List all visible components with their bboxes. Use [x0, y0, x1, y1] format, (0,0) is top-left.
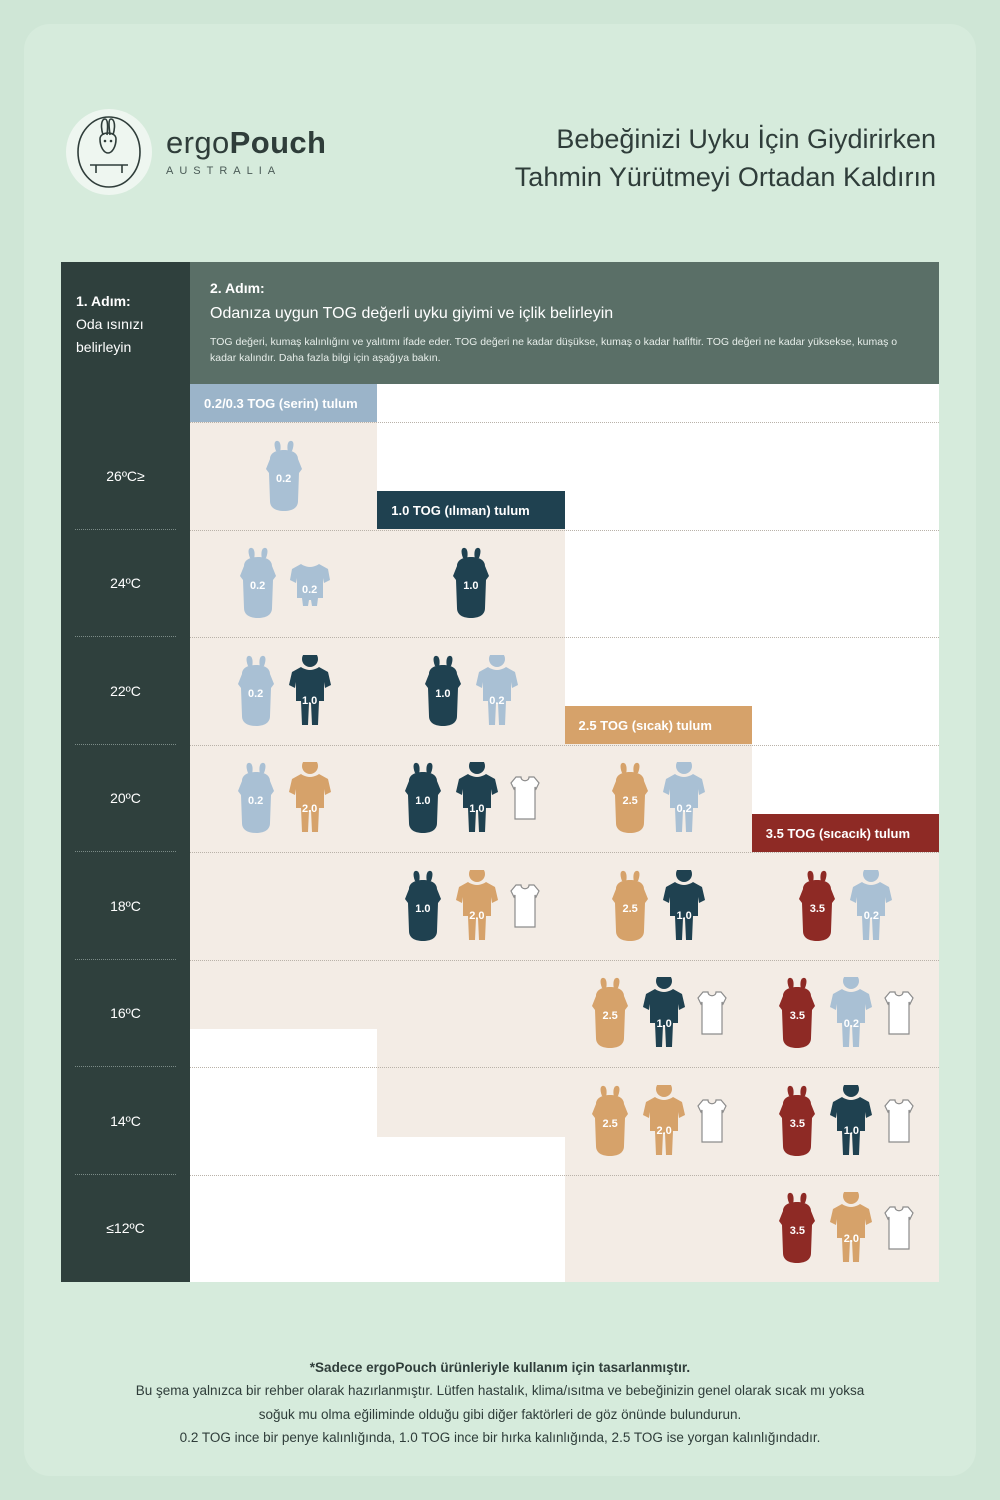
- tog-value-label: 1.0: [656, 1017, 672, 1030]
- grid-cell-r2-c0: [190, 637, 377, 745]
- tog-value-label: 0.2: [489, 695, 505, 708]
- sleepbag-icon: [587, 1084, 633, 1158]
- grid-cell-r1-c1: [377, 530, 564, 638]
- footer-line-2: Bu şema yalnızca bir rehber olarak hazırlanmıştır. Lütfen hastalık, klima/ısıtma ve bebeğinizin genel olarak sıcak mı yoksa: [135, 1383, 865, 1399]
- brand-name-part1: ergo: [166, 125, 230, 160]
- tog-value-label: 2.5: [602, 1010, 618, 1023]
- grid-cell-r6-c1: [377, 1067, 564, 1175]
- tog-value-label: 2.5: [622, 795, 638, 808]
- grid-cell-r7-c0: [190, 1175, 377, 1283]
- tog-value-label: 1.0: [469, 802, 485, 815]
- grid-cell-r1-c2: [565, 530, 752, 638]
- footer: [24, 1356, 976, 1451]
- grid-cell-r5-c1: [377, 960, 564, 1068]
- sleepbag-icon: [261, 439, 307, 513]
- grid-cell-r1-c0: [190, 530, 377, 638]
- step2-subtitle: Odanıza uygun TOG değerli uyku giyimi ve içlik belirleyin: [210, 305, 614, 322]
- sleepbag-icon: [420, 654, 466, 728]
- tog-value-label: 3.5: [809, 902, 826, 915]
- step1-label: [76, 290, 144, 359]
- brand-subtitle: AUSTRALIA: [166, 165, 282, 177]
- infographic-card: [24, 24, 976, 1476]
- grid-cell-r7-c2: [565, 1175, 752, 1283]
- grid-cell-r2-c3: [752, 637, 939, 745]
- step1-line2: Oda ısınızı: [76, 316, 144, 333]
- sleepbag-icon: [794, 869, 840, 943]
- tog-value-label: 2.0: [469, 910, 485, 923]
- logo: [66, 109, 326, 195]
- tog-value-label: 0.2: [247, 687, 264, 700]
- tog-value-label: 0.2: [275, 472, 292, 485]
- grid-cell-r3-c0: [190, 745, 377, 853]
- sleepbag-icon: [235, 546, 281, 620]
- romper-icon: [639, 1085, 689, 1157]
- tog-value-label: 1.0: [676, 910, 692, 923]
- tog-value-label: 1.0: [843, 1125, 860, 1138]
- grid-cell-r6-c0: [190, 1067, 377, 1175]
- singlet-icon: [508, 773, 542, 823]
- tog-value-label: 2.0: [656, 1125, 672, 1138]
- brand-name: [166, 127, 326, 158]
- grid-cell-r2-c1: [377, 637, 564, 745]
- column-header-2: 2.5 TOG (sıcak) tulum: [565, 706, 752, 744]
- grid-cell-r7-c1: [377, 1175, 564, 1283]
- grid-cell-r3-c3: [752, 745, 939, 853]
- temp-row-6: 14ºC: [61, 1067, 190, 1175]
- grid-cell-r0-c0: [190, 422, 377, 530]
- footer-line-1: *Sadece ergoPouch ürünleriyle kullanım için tasarlanmıştır.: [309, 1359, 691, 1375]
- tog-value-label: 0.2: [843, 1017, 860, 1030]
- singlet-icon: [508, 881, 542, 931]
- grid-cell-r5-c0: [190, 960, 377, 1068]
- sleepbag-icon: [774, 1191, 820, 1265]
- romper-icon: [659, 762, 709, 834]
- tog-grid: [190, 384, 939, 1282]
- shortsuit-icon: [287, 558, 333, 608]
- grid-cell-r4-c1: [377, 852, 564, 960]
- romper-icon: [452, 762, 502, 834]
- sleepbag-icon: [400, 761, 446, 835]
- singlet-icon: [882, 988, 916, 1038]
- step1-column: [61, 262, 190, 1282]
- page-title-line2: Tahmin Yürütmeyi Ortadan Kaldırın: [514, 162, 936, 193]
- grid-cell-r0-c1: [377, 422, 564, 530]
- footer-line-4: 0.2 TOG ince bir penye kalınlığında, 1.0 TOG ince bir hırka kalınlığında, 2.5 TOG ise yorgan kalınlığındadır.: [179, 1430, 821, 1446]
- temp-row-3: 20ºC: [61, 745, 190, 853]
- sleepbag-icon: [233, 761, 279, 835]
- grid-cell-r4-c2: [565, 852, 752, 960]
- sleepbag-icon: [774, 976, 820, 1050]
- temp-row-2: 22ºC: [61, 637, 190, 745]
- romper-icon: [846, 870, 896, 942]
- header: [24, 24, 976, 256]
- footer-line-3: soğuk mu olma eğiliminde olduğu gibi diğer faktörleri de göz önünde bulundurun.: [258, 1406, 742, 1422]
- grid-cell-r6-c2: [565, 1067, 752, 1175]
- temp-row-1: 24ºC: [61, 530, 190, 638]
- romper-icon: [826, 977, 876, 1049]
- tog-value-label: 1.0: [301, 695, 318, 708]
- singlet-icon: [882, 1096, 916, 1146]
- sleepbag-icon: [233, 654, 279, 728]
- step2-note: TOG değeri, kumaş kalınlığını ve yalıtımı ifade eder. TOG değeri ne kadar düşükse, kumaş o kadar hafiftir. TOG değeri ne kadar yüksekse, kumaş o kadar kalındır. Daha fazla bilgi için aşağıya bakın.: [210, 336, 898, 365]
- step2-header: [190, 262, 939, 384]
- sleepbag-icon: [587, 976, 633, 1050]
- romper-icon: [826, 1085, 876, 1157]
- tog-value-label: 2.5: [622, 902, 638, 915]
- tog-value-label: 1.0: [415, 795, 431, 808]
- tog-value-label: 2.0: [843, 1232, 860, 1245]
- grid-cell-r0-c3: [752, 422, 939, 530]
- sleepbag-icon: [607, 761, 653, 835]
- grid-cell-r1-c3: [752, 530, 939, 638]
- page-title-line1: Bebeğinizi Uyku İçin Giydirirken: [556, 124, 936, 154]
- grid-cell-r4-c3: [752, 852, 939, 960]
- brand-name-part2: Pouch: [229, 125, 327, 160]
- grid-cell-r7-c3: [752, 1175, 939, 1283]
- tog-value-label: 2.5: [602, 1117, 618, 1130]
- sleepbag-icon: [607, 869, 653, 943]
- romper-icon: [826, 1192, 876, 1264]
- temp-row-0: 26ºC≥: [61, 422, 190, 530]
- romper-icon: [659, 870, 709, 942]
- column-header-3: 3.5 TOG (sıcacık) tulum: [752, 814, 939, 852]
- singlet-icon: [695, 988, 729, 1038]
- sleepbag-icon: [448, 546, 494, 620]
- temp-row-5: 16ºC: [61, 960, 190, 1068]
- tog-value-label: 1.0: [415, 902, 431, 915]
- step2-title: 2. Adım:: [210, 280, 265, 296]
- column-header-0: 0.2/0.3 TOG (serin) tulum: [190, 384, 377, 422]
- tog-value-label: 0.2: [863, 910, 880, 923]
- grid-cell-r2-c2: [565, 637, 752, 745]
- step1-line3: belirleyin: [76, 339, 132, 356]
- romper-icon: [639, 977, 689, 1049]
- tog-value-label: 1.0: [435, 687, 451, 700]
- column-header-1: 1.0 TOG (ılıman) tulum: [377, 491, 564, 529]
- temp-row-7: ≤12ºC: [106, 1220, 145, 1237]
- grid-cell-r3-c1: [377, 745, 564, 853]
- grid-cell-r6-c3: [752, 1067, 939, 1175]
- romper-icon: [472, 655, 522, 727]
- tog-chart: [61, 262, 939, 1282]
- page-title: [376, 120, 936, 197]
- tog-value-label: 3.5: [789, 1010, 806, 1023]
- tog-value-label: 3.5: [789, 1117, 806, 1130]
- tog-value-label: 3.5: [789, 1225, 806, 1238]
- bunny-logo-icon: [66, 109, 152, 195]
- grid-cell-r0-c2: [565, 422, 752, 530]
- tog-value-label: 0.2: [676, 802, 692, 815]
- tog-value-label: 2.0: [301, 802, 318, 815]
- temp-row-4: 18ºC: [61, 852, 190, 960]
- singlet-icon: [695, 1096, 729, 1146]
- grid-cell-r3-c2: [565, 745, 752, 853]
- grid-cell-r4-c0: [190, 852, 377, 960]
- romper-icon: [452, 870, 502, 942]
- tog-value-label: 0.2: [247, 795, 264, 808]
- temperature-list: [61, 422, 190, 1282]
- step1-title: 1. Adım:: [76, 293, 131, 309]
- grid-cell-r5-c3: [752, 960, 939, 1068]
- singlet-icon: [882, 1203, 916, 1253]
- tog-value-label: 0.2: [249, 580, 266, 593]
- grid-cell-r5-c2: [565, 960, 752, 1068]
- romper-icon: [285, 655, 335, 727]
- tog-value-label: 0.2: [301, 584, 318, 597]
- romper-icon: [285, 762, 335, 834]
- tog-value-label: 1.0: [463, 580, 479, 593]
- sleepbag-icon: [400, 869, 446, 943]
- sleepbag-icon: [774, 1084, 820, 1158]
